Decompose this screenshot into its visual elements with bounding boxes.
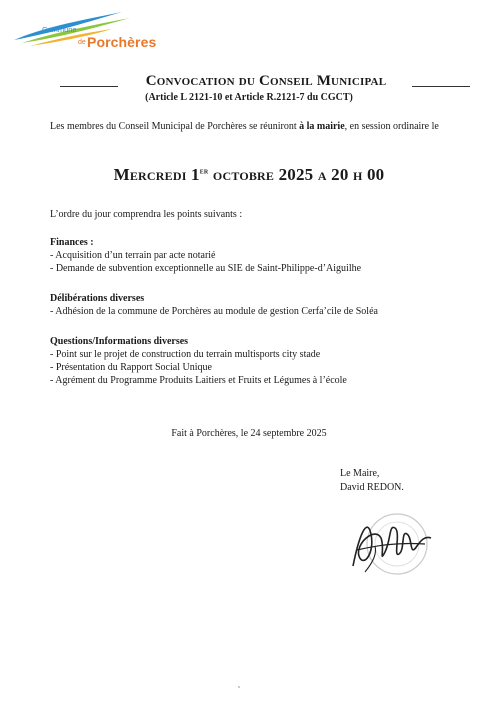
logo-de-text: de — [78, 39, 86, 46]
intro-location: à la mairie — [299, 121, 345, 132]
section-finances — [50, 236, 470, 275]
signature-stamp-image — [345, 506, 435, 586]
section-title: Délibérations diverses — [50, 293, 145, 304]
list-item: - Présentation du Rapport Social Unique — [50, 362, 212, 373]
list-item: - Acquisition d’un terrain par acte notarié — [50, 250, 216, 261]
list-item: - Agrément du Programme Produits Laitiers et Fruits et Légumes à l’école — [50, 375, 347, 386]
signatory-block — [340, 467, 404, 495]
title-right-rule — [412, 86, 470, 87]
intro-paragraph — [50, 119, 455, 134]
list-item: - Point sur le projet de construction du terrain multisports city stade — [50, 349, 321, 360]
logo-commune-text: Commune — [42, 25, 77, 34]
meeting-day-sup: er — [199, 165, 209, 176]
title-row — [60, 72, 472, 90]
section-deliberations — [50, 292, 470, 318]
intro-before: Les membres du Conseil Municipal de Porchères se réuniront — [50, 121, 300, 132]
list-item: - Adhésion de la commune de Porchères au module de gestion Cerfa’cile de Soléa — [50, 306, 378, 317]
list-item: - Demande de subvention exceptionnelle au SIE de Saint-Philippe-d’Aiguilhe — [50, 263, 362, 274]
page-title: Convocation du Conseil Municipal — [145, 73, 387, 89]
agenda-intro: L’ordre du jour comprendra les points suivants : — [50, 209, 243, 220]
commune-logo — [12, 10, 162, 50]
signatory-role: Le Maire, — [340, 468, 380, 479]
meeting-day: Mercredi 1 — [113, 165, 200, 184]
logo-name-text: Porchères — [87, 34, 157, 50]
page-subtitle: (Article L 2121-10 et Article R.2121-7 du CGCT) — [145, 92, 353, 103]
made-at-line: Fait à Porchères, le 24 septembre 2025 — [171, 428, 327, 439]
meeting-rest: octobre 2025 a 20 h 00 — [208, 165, 385, 184]
section-title: Finances : — [50, 237, 94, 248]
meeting-date — [0, 165, 498, 185]
scan-speck — [238, 686, 240, 688]
section-questions — [50, 335, 470, 387]
section-title: Questions/Informations diverses — [50, 336, 189, 347]
intro-after: , en session ordinaire le — [344, 121, 439, 132]
signatory-name: David REDON. — [340, 482, 404, 493]
